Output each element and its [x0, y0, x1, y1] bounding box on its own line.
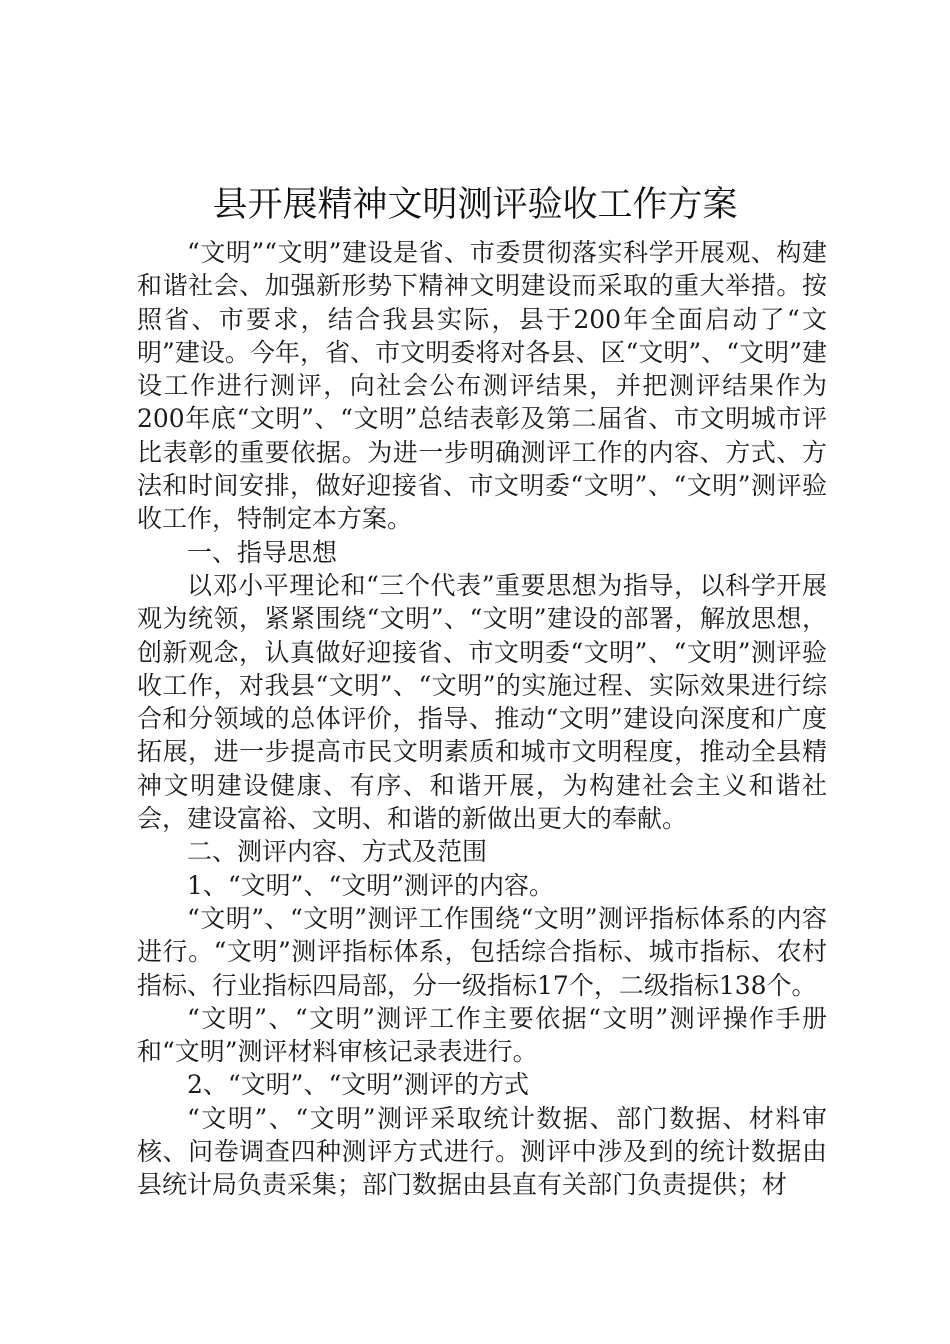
- paragraph-basis: “文明”、“文明”测评工作主要依据“文明”测评操作手册和“文明”测评材料审核记录表进行。: [137, 1003, 827, 1067]
- document-body: [137, 236, 827, 1202]
- paragraph-intro: “文明”“文明”建设是省、市委贯彻落实科学开展观、构建和谐社会、加强新形势下精神文明建设而采取的重大举措。按照省、市要求，结合我县实际，县于200年全面启动了“文明”建设。今年，省、市文明委将对各县、区“文明”、“文明”建设工作进行测评，向社会公布测评结果，并把测评结果作为200年底“文明”、“文明”总结表彰及第二届省、市文明城市评比表彰的重要依据。为进一步明确测评工作的内容、方式、方法和时间安排，做好迎接省、市文明委“文明”、“文明”测评验收工作，特制定本方案。: [137, 238, 827, 534]
- section-heading-guiding-ideology: 一、指导思想: [187, 537, 338, 567]
- paragraph-guiding-ideology: 以邓小平理论和“三个代表”重要思想为指导，以科学开展观为统领，紧紧围绕“文明”、“文明”建设的部署，解放思想，创新观念，认真做好迎接省、市文明委“文明”、“文明”测评验收工作，对我县“文明”、“文明”的实施过程、实际效果进行综合和分领域的总体评价，指导、推动“文明”建设向深度和广度拓展，进一步提高市民文明素质和城市文明程度，推动全县精神文明建设健康、有序、和谐开展，为构建社会主义和谐社会，建设富裕、文明、和谐的新做出更大的奉献。: [137, 570, 827, 834]
- paragraph-methods: “文明”、“文明”测评采取统计数据、部门数据、材料审核、问卷调查四种测评方式进行。测评中涉及到的统计数据由县统计局负责采集；部门数据由县直有关部门负责提供；材: [137, 1103, 827, 1200]
- section-heading-content-scope: 二、测评内容、方式及范围: [187, 837, 488, 867]
- paragraph-indicator-system: “文明”、“文明”测评工作围绕“文明”测评指标体系的内容进行。“文明”测评指标体系，包括综合指标、城市指标、农村指标、行业指标四局部，分一级指标17个，二级指标138个。: [137, 903, 827, 1000]
- subsection-heading-methods: 2、“文明”、“文明”测评的方式: [187, 1070, 530, 1100]
- document-title: 县开展精神文明测评验收工作方案: [212, 185, 738, 225]
- subsection-heading-content: 1、“文明”、“文明”测评的内容。: [187, 870, 555, 900]
